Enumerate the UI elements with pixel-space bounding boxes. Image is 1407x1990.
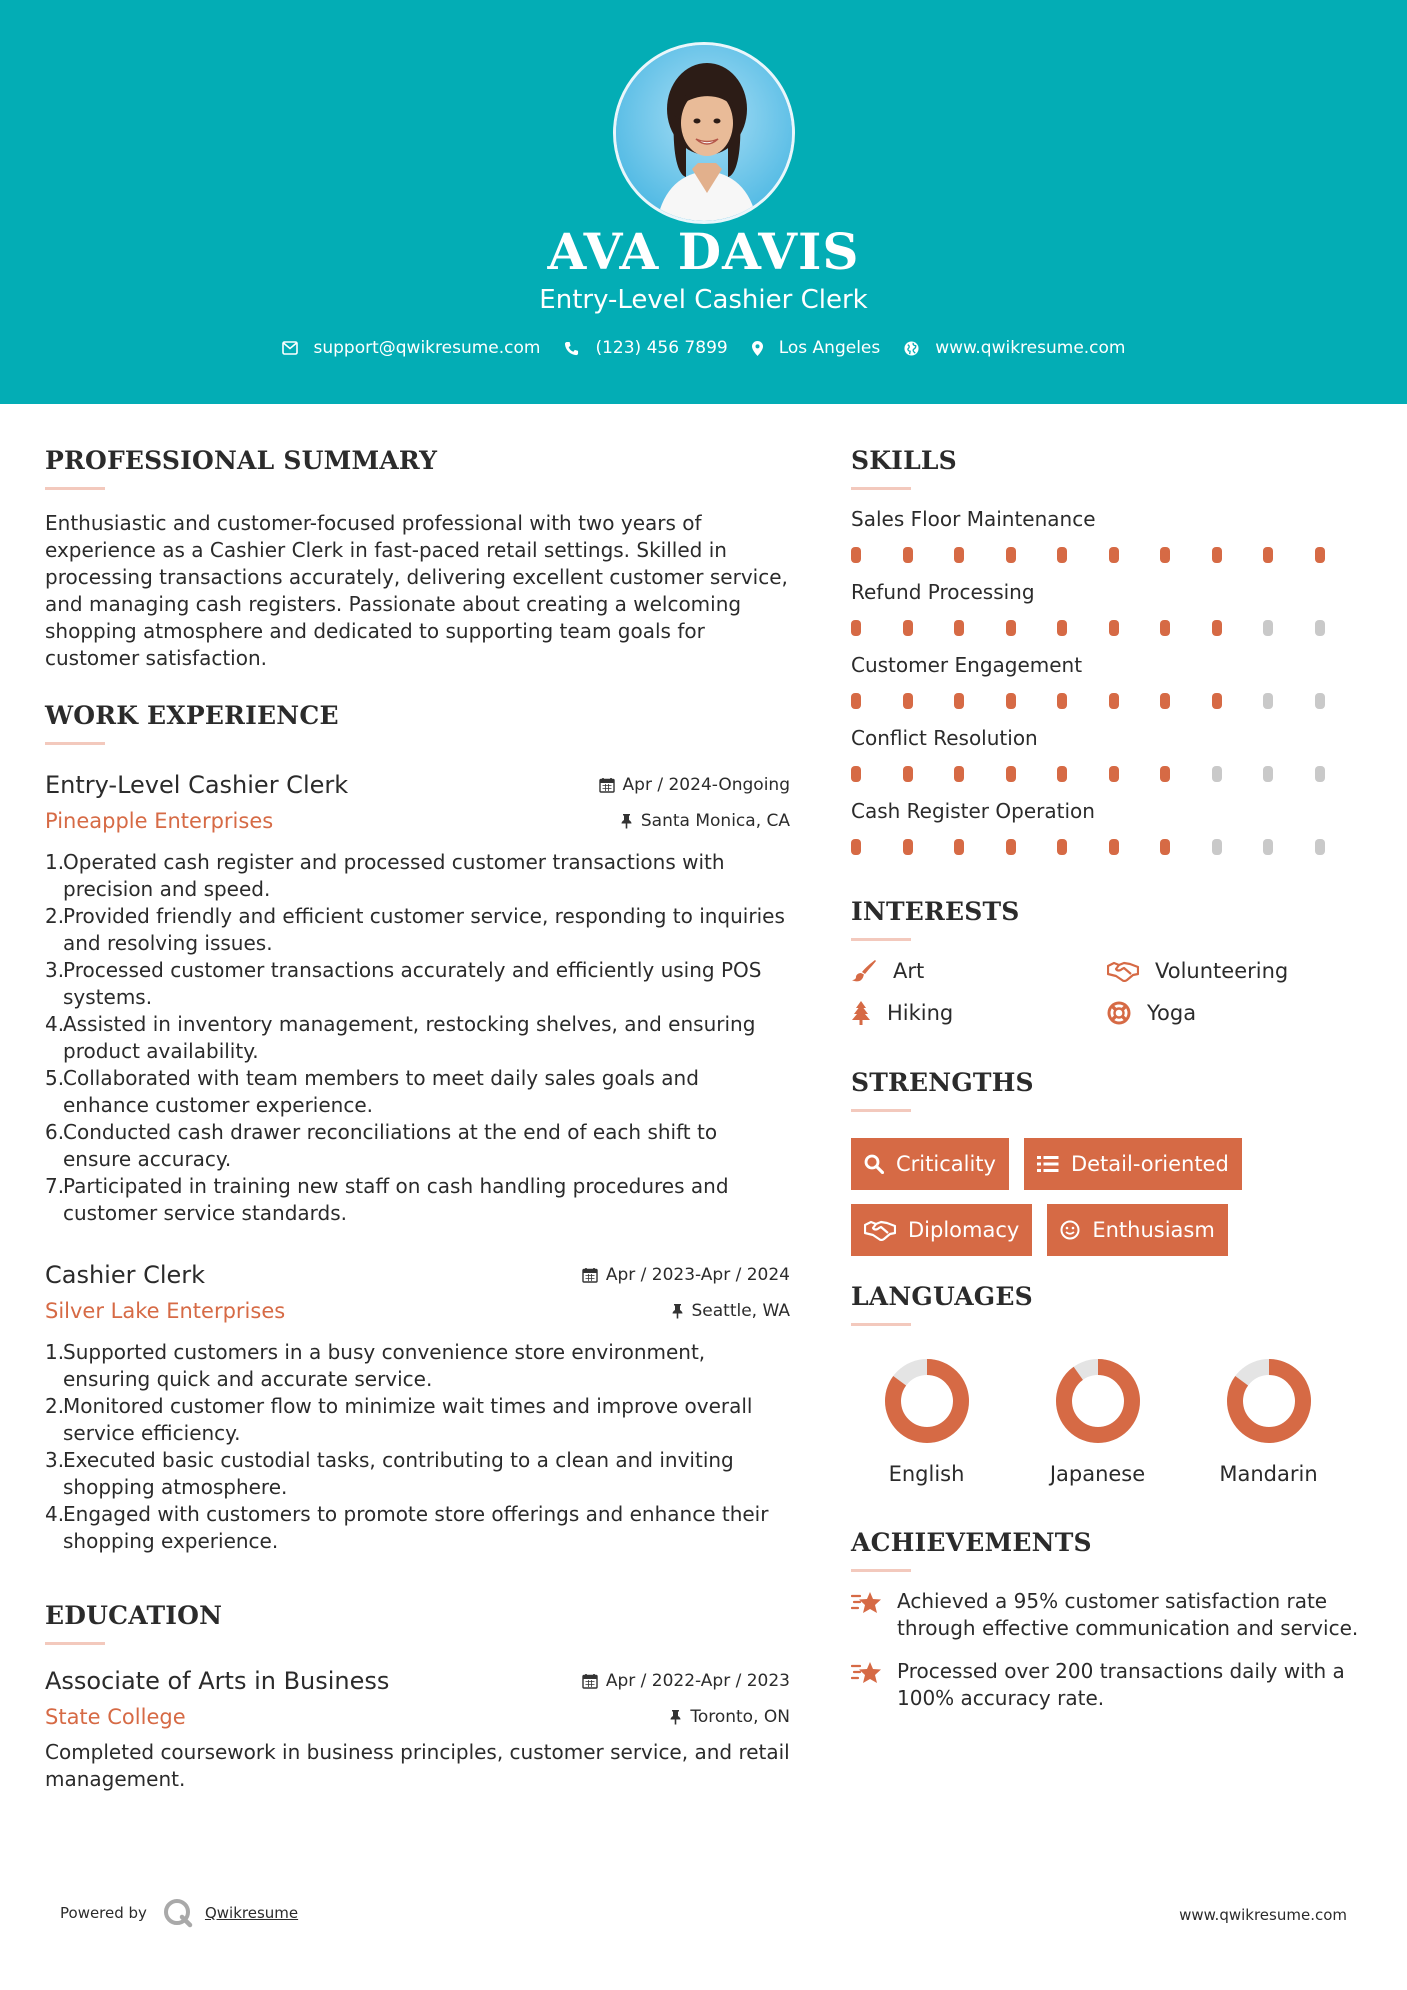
language-item: [1193, 1358, 1364, 1486]
rating-dot-filled: [903, 693, 913, 709]
shooting-star-icon: [851, 1590, 883, 1616]
rating-dot-filled: [903, 766, 913, 782]
pushpin-icon: [671, 1303, 684, 1319]
job-dates: [599, 775, 790, 795]
strength-label: Detail-oriented: [1070, 1152, 1229, 1176]
rating-dot-empty: [1263, 693, 1273, 709]
rating-dot-filled: [1057, 766, 1067, 782]
skill-name: Refund Processing: [851, 580, 1035, 604]
skill-item: [851, 652, 1366, 709]
footer-branding: [60, 1898, 298, 1928]
work-experience-section: [45, 701, 790, 1555]
rating-dot-empty: [1212, 839, 1222, 855]
rating-dot-filled: [1057, 620, 1067, 636]
powered-by-label: Powered by: [60, 1904, 147, 1922]
section-divider: [851, 487, 911, 490]
contact-location: [752, 338, 881, 358]
interest-label: Volunteering: [1155, 959, 1289, 983]
company-name: Silver Lake Enterprises: [45, 1299, 286, 1323]
section-heading: WORK EXPERIENCE: [45, 701, 339, 730]
calendar-icon: [582, 1267, 598, 1283]
rating-dot-filled: [1109, 693, 1119, 709]
skill-name: Cash Register Operation: [851, 799, 1095, 823]
email-text: support@qwikresume.com: [313, 338, 541, 358]
contact-bar: [0, 338, 1407, 358]
interests-section: [851, 897, 1366, 1025]
rating-dot-filled: [954, 620, 964, 636]
list-item: 2. Monitored customer flow to minimize wait times and improve overall service efficiency.: [45, 1394, 753, 1445]
skill-rating: [851, 766, 1366, 782]
handshake-icon: [864, 1219, 896, 1241]
skill-rating: [851, 620, 1366, 636]
rating-dot-filled: [1212, 547, 1222, 563]
list-item: 4. Engaged with customers to promote store offerings and enhance their shopping experience.: [45, 1502, 769, 1553]
job-responsibilities: [45, 1339, 790, 1555]
rating-dot-filled: [954, 766, 964, 782]
calendar-icon: [582, 1673, 598, 1689]
rating-dot-filled: [851, 620, 861, 636]
company-name: Pineapple Enterprises: [45, 809, 274, 833]
skills-section: [851, 446, 1366, 855]
candidate-title: Entry-Level Cashier Clerk: [539, 285, 868, 315]
job-location-text: Santa Monica, CA: [640, 811, 790, 831]
handshake-icon: [1107, 960, 1139, 982]
achievements-section: [851, 1528, 1366, 1712]
footer-website[interactable]: www.qwikresume.com: [1179, 1906, 1347, 1924]
section-divider: [851, 1323, 911, 1326]
rating-dot-filled: [954, 839, 964, 855]
rating-dot-empty: [1263, 766, 1273, 782]
rating-dot-filled: [1057, 693, 1067, 709]
list-item: 4. Assisted in inventory management, restocking shelves, and ensuring product availability.: [45, 1012, 756, 1063]
education-description: Completed coursework in business principles, customer service, and retail management.: [45, 1740, 790, 1791]
website-text: www.qwikresume.com: [935, 338, 1126, 358]
rating-dot-filled: [1160, 620, 1170, 636]
rating-dot-filled: [954, 693, 964, 709]
achievement-text: Achieved a 95% customer satisfaction rate through effective communication and service.: [897, 1589, 1359, 1640]
language-item: [851, 1358, 1022, 1486]
professional-summary-section: [45, 446, 790, 672]
envelope-icon: [282, 341, 298, 355]
skills-list: [851, 506, 1366, 855]
interest-label: Hiking: [887, 1001, 954, 1025]
strength-label: Enthusiasm: [1092, 1218, 1215, 1242]
education-section: [45, 1601, 790, 1793]
rating-dot-empty: [1212, 766, 1222, 782]
job-title: Entry-Level Cashier Clerk: [45, 771, 349, 799]
language-item: [1022, 1358, 1193, 1486]
strengths-section: [851, 1068, 1366, 1270]
job-responsibilities: [45, 849, 790, 1227]
section-heading: STRENGTHS: [851, 1068, 1034, 1097]
education-dates: [582, 1671, 790, 1691]
list-item: 3. Processed customer transactions accurately and efficiently using POS systems.: [45, 958, 762, 1009]
language-ring: [1055, 1358, 1141, 1444]
section-heading: SKILLS: [851, 446, 957, 475]
job-location: [671, 1301, 791, 1321]
shooting-star-icon: [851, 1660, 883, 1686]
location-text: Los Angeles: [778, 338, 881, 358]
skill-name: Conflict Resolution: [851, 726, 1038, 750]
list-item: 1. Operated cash register and processed customer transactions with precision and speed.: [45, 850, 725, 901]
rating-dot-filled: [1006, 693, 1016, 709]
search-icon: [864, 1154, 884, 1174]
language-name: Japanese: [1049, 1462, 1146, 1486]
skill-rating: [851, 693, 1366, 709]
job-entry: [45, 771, 790, 1227]
map-pin-icon: [752, 341, 763, 356]
list-item: 6. Conducted cash drawer reconciliations at the end of each shift to ensure accuracy.: [45, 1120, 718, 1171]
qwikresume-logo-icon: [163, 1898, 193, 1928]
strength-tag: [1047, 1204, 1227, 1256]
rating-dot-filled: [1160, 547, 1170, 563]
rating-dot-filled: [1057, 839, 1067, 855]
interests-list: [851, 959, 1366, 1025]
interest-label: Yoga: [1147, 1001, 1197, 1025]
section-divider: [851, 938, 911, 941]
list-item: 2. Provided friendly and efficient customer service, responding to inquiries and resolving issues.: [45, 904, 785, 955]
candidate-name: AVA DAVIS: [547, 222, 860, 281]
strength-tag: [851, 1204, 1032, 1256]
languages-list: [851, 1358, 1366, 1486]
rating-dot-empty: [1315, 839, 1325, 855]
phone-text: (123) 456 7899: [595, 338, 728, 358]
strengths-list: [851, 1138, 1361, 1270]
strength-tag: [1024, 1138, 1242, 1190]
rating-dot-empty: [1315, 620, 1325, 636]
interest-label: Art: [893, 959, 925, 983]
profile-photo: [613, 42, 795, 224]
rating-dot-filled: [851, 693, 861, 709]
list-item: 1. Supported customers in a busy convenience store environment, ensuring quick and accurate service.: [45, 1340, 706, 1391]
rating-dot-filled: [1006, 547, 1016, 563]
skill-rating: [851, 839, 1366, 855]
pushpin-icon: [620, 813, 633, 829]
contact-website[interactable]: [904, 338, 1125, 358]
strength-label: Criticality: [896, 1152, 996, 1176]
skill-item: [851, 725, 1366, 782]
section-heading: ACHIEVEMENTS: [851, 1528, 1092, 1557]
section-heading: PROFESSIONAL SUMMARY: [45, 446, 438, 475]
school-name: State College: [45, 1705, 186, 1729]
job-location-text: Seattle, WA: [691, 1301, 790, 1321]
rating-dot-filled: [903, 547, 913, 563]
resume-header: [0, 0, 1407, 404]
contact-email[interactable]: [282, 338, 541, 358]
section-divider: [851, 1109, 911, 1112]
section-divider: [851, 1569, 911, 1572]
phone-icon: [564, 341, 579, 356]
rating-dot-filled: [903, 620, 913, 636]
achievement-item: [851, 1588, 1366, 1642]
list-item: 7. Participated in training new staff on cash handling procedures and customer service standards.: [45, 1174, 729, 1225]
rating-dot-filled: [954, 547, 964, 563]
list-icon: [1037, 1155, 1059, 1173]
rating-dot-filled: [903, 839, 913, 855]
pushpin-icon: [669, 1709, 682, 1725]
section-heading: LANGUAGES: [851, 1282, 1033, 1311]
rating-dot-empty: [1315, 693, 1325, 709]
language-ring: [1226, 1358, 1312, 1444]
rating-dot-empty: [1263, 839, 1273, 855]
rating-dot-filled: [851, 839, 861, 855]
job-dates-text: Apr / 2024-Ongoing: [622, 775, 790, 795]
lifebuoy-icon: [1107, 1001, 1131, 1025]
rating-dot-empty: [1315, 766, 1325, 782]
interest-item: [1107, 1001, 1347, 1025]
summary-text: Enthusiastic and customer-focused professional with two years of experience as a Cashier Clerk in fast-paced retail settings. Skilled in processing transactions accurately, delivering excellent customer service, and managing cash registers. Passionate about creating a welcoming shopping atmosphere and dedicated to supporting team goals for customer satisfaction.: [45, 511, 788, 670]
rating-dot-filled: [1006, 620, 1016, 636]
person-illustration: [616, 45, 795, 224]
list-item: 5. Collaborated with team members to meet daily sales goals and enhance customer experience.: [45, 1066, 699, 1117]
rating-dot-filled: [851, 547, 861, 563]
skill-rating: [851, 547, 1366, 563]
qwikresume-link[interactable]: Qwikresume: [204, 1904, 299, 1922]
globe-icon: [904, 341, 919, 356]
section-divider: [45, 1642, 105, 1645]
language-name: Mandarin: [1219, 1462, 1318, 1486]
language-name: English: [888, 1462, 965, 1486]
job-entry: [45, 1261, 790, 1555]
paintbrush-icon: [851, 959, 877, 983]
ring-fill: [1064, 1367, 1132, 1435]
rating-dot-filled: [1315, 547, 1325, 563]
section-divider: [45, 742, 105, 745]
rating-dot-filled: [1109, 547, 1119, 563]
strength-label: Diplomacy: [908, 1218, 1020, 1242]
smile-icon: [1060, 1220, 1080, 1240]
interest-item: [851, 1001, 1107, 1025]
rating-dot-filled: [1109, 766, 1119, 782]
education-location-text: Toronto, ON: [690, 1707, 790, 1727]
rating-dot-filled: [1006, 766, 1016, 782]
list-item: 3. Executed basic custodial tasks, contributing to a clean and inviting shopping atmosphere.: [45, 1448, 734, 1499]
rating-dot-empty: [1263, 620, 1273, 636]
rating-dot-filled: [1109, 620, 1119, 636]
rating-dot-filled: [1212, 620, 1222, 636]
interest-item: [851, 959, 1107, 983]
skill-name: Sales Floor Maintenance: [851, 507, 1096, 531]
rating-dot-filled: [1212, 693, 1222, 709]
degree-title: Associate of Arts in Business: [45, 1667, 390, 1695]
skill-item: [851, 579, 1366, 636]
rating-dot-filled: [1263, 547, 1273, 563]
section-heading: EDUCATION: [45, 1601, 223, 1630]
language-ring: [884, 1358, 970, 1444]
education-entry: [45, 1667, 790, 1793]
rating-dot-filled: [1160, 693, 1170, 709]
skill-item: [851, 798, 1366, 855]
achievement-text: Processed over 200 transactions daily with a 100% accuracy rate.: [897, 1659, 1345, 1710]
achievements-list: [851, 1588, 1366, 1712]
rating-dot-filled: [1057, 547, 1067, 563]
skill-item: [851, 506, 1366, 563]
education-dates-text: Apr / 2022-Apr / 2023: [605, 1671, 790, 1691]
skill-name: Customer Engagement: [851, 653, 1083, 677]
job-location: [620, 811, 790, 831]
rating-dot-filled: [851, 766, 861, 782]
languages-section: [851, 1282, 1366, 1486]
education-location: [669, 1707, 790, 1727]
strength-tag: [851, 1138, 1009, 1190]
job-dates-text: Apr / 2023-Apr / 2024: [605, 1265, 790, 1285]
section-heading: INTERESTS: [851, 897, 1020, 926]
rating-dot-filled: [1109, 839, 1119, 855]
job-dates: [582, 1265, 790, 1285]
achievement-item: [851, 1658, 1366, 1712]
job-title: Cashier Clerk: [45, 1261, 206, 1289]
rating-dot-filled: [1160, 766, 1170, 782]
calendar-icon: [599, 777, 615, 793]
contact-phone[interactable]: [564, 338, 727, 358]
rating-dot-filled: [1006, 839, 1016, 855]
rating-dot-filled: [1160, 839, 1170, 855]
interest-item: [1107, 959, 1347, 983]
tree-icon: [851, 1001, 871, 1025]
section-divider: [45, 487, 105, 490]
